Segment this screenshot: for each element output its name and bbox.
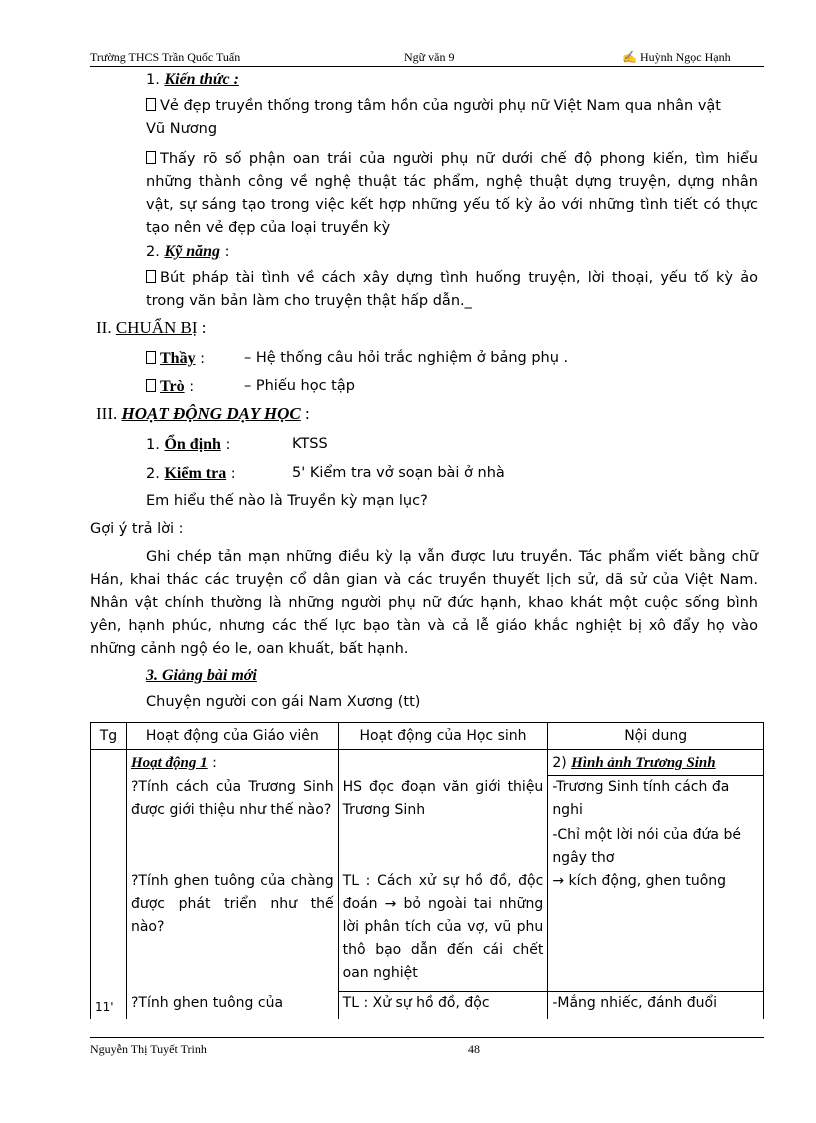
- prep-heading: II. CHUẨN BỊ :: [96, 318, 207, 337]
- content-cell: 2) Hình ảnh Trương Sinh: [548, 750, 764, 776]
- page-number: 48: [468, 1042, 480, 1056]
- teacher-cell: ?Tính ghen tuông của chàng được phát triển như thế nào?: [126, 870, 338, 992]
- activities-heading: III. HOẠT ĐỘNG DẠY HỌC :: [96, 404, 310, 423]
- header-tg: Tg: [91, 723, 127, 750]
- content-cell: → kích động, ghen tuông: [548, 870, 764, 992]
- knowledge-item-1: Vẻ đẹp truyền thống trong tâm hồn của người phụ nữ Việt Nam qua nhân vật Vũ Nương: [146, 98, 721, 137]
- checkbox-icon: [146, 98, 156, 111]
- hint-label: Gợi ý trả lời :: [90, 521, 184, 537]
- content-cell: [548, 776, 764, 871]
- student-cell: TL : Xử sự hồ đồ, độc: [338, 992, 548, 1019]
- table-header-row: [91, 723, 764, 750]
- header-author-name: Huỳnh Ngọc Hạnh: [639, 50, 731, 64]
- header-school: Trường THCS Trần Quốc Tuấn: [90, 50, 241, 64]
- table-row: [91, 750, 764, 776]
- content-line: -Chỉ một lời nói của đứa bé ngây thơ: [552, 827, 741, 866]
- table-row: [91, 870, 764, 992]
- skills-heading: 2. Kỹ năng :: [146, 243, 230, 260]
- prep-student-text: – Phiếu học tập: [244, 378, 355, 394]
- header-student: Hoạt động của Học sinh: [338, 723, 548, 750]
- knowledge-heading: 1. Kiến thức :: [146, 71, 239, 88]
- teacher-cell: ?Tính cách của Trương Sinh được giới thiệu như thế nào?: [126, 776, 338, 871]
- lesson-name: Chuyện người con gái Nam Xương (tt): [146, 694, 421, 710]
- time-cell: [91, 750, 127, 992]
- pencil-icon: ✍: [622, 50, 637, 64]
- teacher-cell: Hoạt động 1 :: [126, 750, 338, 776]
- time-cell: 11': [91, 992, 127, 1019]
- hint-text: Ghi chép tản mạn những điều kỳ lạ vẫn được lưu truyền. Tác phẩm viết bằng chữ Hán, khai thác các truyện cổ dân gian và các truyền thuyết lịch sử, dã sử của Việt Nam. Nhân vật chính thường là những người phụ nữ đức hạnh, khao khát một cuộc sống bình yên, hạnh phúc, nhưng các thế lực bạo tàn và cả lễ giáo khắc nghiệt bị xô đẩy họ vào những cảnh ngộ éo le, oan khuất, bất hạnh.: [90, 549, 758, 657]
- checkbox-icon: [146, 379, 156, 392]
- arrow-icon: →: [552, 873, 565, 889]
- arrow-icon: →: [384, 896, 397, 912]
- stabilize-label: 1. Ổn định :: [146, 436, 231, 453]
- table-row: [91, 776, 764, 871]
- footer-name: Nguyễn Thị Tuyết Trinh: [90, 1042, 207, 1056]
- lesson-plan-table: [90, 722, 764, 1019]
- prep-teacher-text: – Hệ thống câu hỏi trắc nghiệm ở bảng phụ .: [244, 350, 569, 366]
- prep-teacher: Thầy :: [146, 347, 205, 371]
- check-label: 2. Kiểm tra :: [146, 465, 236, 482]
- header-subject: Ngữ văn 9: [404, 50, 455, 64]
- header-teacher: Hoạt động của Giáo viên: [126, 723, 338, 750]
- knowledge-item-2: Thấy rõ số phận oan trái của người phụ nữ dưới chế độ phong kiến, tìm hiểu những thành công về nghệ thuật tác phẩm, nghệ thuật dựng truyện, dựng nhân vật, sự sáng tạo trong việc kết hợp những yếu tố kỳ ảo với những tình tiết có thực tạo nên vẻ đẹp của loại truyền kỳ: [146, 151, 758, 236]
- checkbox-icon: [146, 151, 156, 164]
- stabilize-value: KTSS: [292, 436, 328, 452]
- skills-item-1: Bút pháp tài tình về cách xây dựng tình huống truyện, lời thoại, yếu tố kỳ ảo trong văn bản làm cho truyện thật hấp dẫn._: [146, 270, 758, 309]
- checkbox-icon: [146, 270, 156, 283]
- checkbox-icon: [146, 351, 156, 364]
- content-cell: -Mắng nhiếc, đánh đuổi: [548, 992, 764, 1019]
- new-lesson-title: 3. Giảng bài mới: [146, 667, 257, 684]
- student-cell: [338, 750, 548, 776]
- student-cell: HS đọc đoạn văn giới thiệu Trương Sinh: [338, 776, 548, 871]
- question: Em hiểu thế nào là Truyền kỳ mạn lục?: [146, 493, 428, 509]
- check-value: 5' Kiểm tra vở soạn bài ở nhà: [292, 465, 505, 481]
- header-rule: [90, 66, 764, 67]
- header-author: [622, 50, 731, 65]
- content-line: -Trương Sinh tính cách đa nghi: [552, 779, 730, 818]
- footer-rule: [90, 1037, 764, 1038]
- header-content: Nội dung: [548, 723, 764, 750]
- prep-student: Trò :: [146, 375, 194, 399]
- table-row: [91, 992, 764, 1019]
- teacher-cell: ?Tính ghen tuông của: [126, 992, 338, 1019]
- student-cell: TL : Cách xử sự hồ đồ, độc đoán → bỏ ngoài tai những lời phân tích của vợ, vũ phu thô bạo dẫn đến cái chết oan nghiệt: [338, 870, 548, 992]
